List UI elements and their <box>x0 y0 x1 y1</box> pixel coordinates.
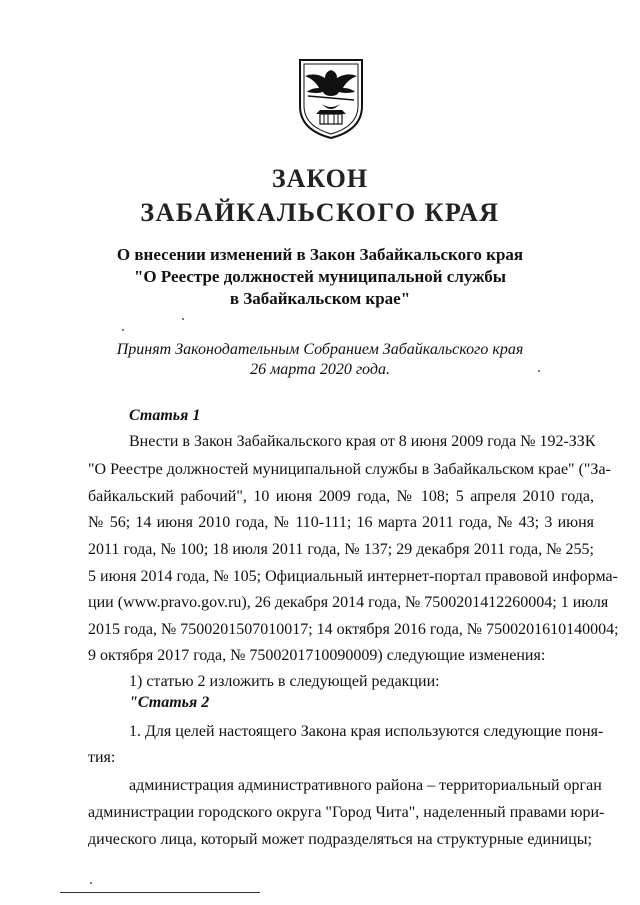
paragraph-line: администрация административного района – территориальный орган <box>129 777 602 794</box>
scan-speck <box>90 882 92 884</box>
article-heading: "Статья 2 <box>129 694 210 711</box>
paragraph-line: № 56; 14 июня 2010 года, № 110-111; 16 марта 2011 года, № 43; 3 июня <box>88 514 594 531</box>
paragraph-line: Внести в Закон Забайкальского края от 8 июня 2009 года № 192-ЗЗК <box>129 433 596 450</box>
paragraph-line: 1. Для целей настоящего Закона края используются следующие поня- <box>129 723 604 740</box>
paragraph-line: "О Реестре должностей муниципальной службы в Забайкальском крае" ("За- <box>88 461 611 478</box>
paragraph-line: администрации городского округа "Город Чита", наделенный правами юри- <box>88 804 605 821</box>
subtitle-line: "О Реестре должностей муниципальной службы <box>133 267 507 286</box>
paragraph-line: дического лица, который может подразделяться на структурные единицы; <box>88 831 592 848</box>
document-title: ЗАКОН <box>271 164 369 193</box>
footnote-rule <box>60 892 260 893</box>
coat-of-arms-icon <box>296 56 366 140</box>
document-title-region: ЗАБАЙКАЛЬСКОГО КРАЯ <box>140 198 500 227</box>
paragraph-line: байкальский рабочий", 10 июня 2009 года, № 108; 5 апреля 2010 года, <box>88 488 594 505</box>
paragraph-line: 2011 года, № 100; 18 июля 2011 года, № 137; 29 декабря 2011 года, № 255; <box>88 541 594 558</box>
subtitle-line: в Забайкальском крае" <box>229 289 411 308</box>
paragraph-line: ции (www.pravo.gov.ru), 26 декабря 2014 года, № 7500201412260004; 1 июля <box>88 594 609 611</box>
paragraph-line: тия: <box>88 749 116 766</box>
paragraph-line: 5 июня 2014 года, № 105; Официальный интернет-портал правовой информа- <box>88 568 618 585</box>
paragraph-line: 9 октября 2017 года, № 7500201710090009) следующие изменения: <box>88 647 546 664</box>
adoption-note: Принят Законодательным Собранием Забайкальского края <box>116 341 524 358</box>
adoption-date: 26 марта 2020 года. <box>250 361 390 378</box>
paragraph-line: 1) статью 2 изложить в следующей редакции: <box>129 673 440 690</box>
subtitle-line: О внесении изменений в Закон Забайкальского края <box>116 245 524 264</box>
scan-speck <box>182 318 184 320</box>
article-heading: Статья 1 <box>129 407 201 424</box>
scan-speck <box>122 329 124 331</box>
paragraph-line: 2015 года, № 7500201507010017; 14 октября 2016 года, № 7500201610140004; <box>88 621 619 638</box>
